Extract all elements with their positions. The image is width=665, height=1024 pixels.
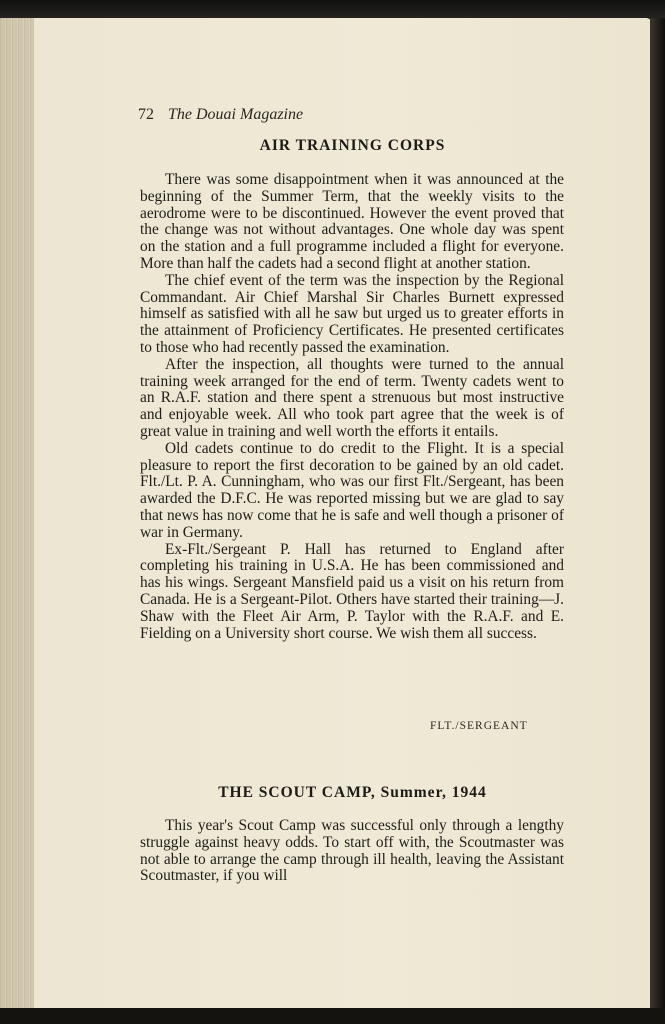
article-signature: FLT./SERGEANT xyxy=(430,720,528,732)
paragraph: There was some disappointment when it was announced at the beginning of the Summer Term, that the weekly visits to the aerodrome were to be discontinued. However the event proved that the change was not without advantages. One whole day was spent on the station and a full programme included a flight for everyone. More than half the cadets had a second flight at another station. xyxy=(140,171,564,272)
article-body-scout-camp xyxy=(140,818,564,885)
book-bottom-shadow xyxy=(0,1008,665,1024)
paragraph: Old cadets continue to do credit to the Flight. It is a special pleasure to report the first decoration to be gained by an old cadet. Flt./Lt. P. A. Cunningham, who was our first Flt./Sergeant, has been awarded the D.F.C. He was reported missing but we are glad to say that news has now come that he is safe and well though a prisoner of war in Germany. xyxy=(140,439,564,541)
paragraph: After the inspection, all thoughts were turned to the annual training week arranged for the end of term. Twenty cadets went to an R.A.F. station and there spent a strenuous but most instructive and enjoyable week. All who took part agree that the week is of great value in training and well worth the efforts it entails. xyxy=(140,355,564,440)
paragraph: The chief event of the term was the inspection by the Regional Commandant. Air Chief Marshal Sir Charles Burnett expressed himself as satisfied with all he saw but urged us to greater efforts in the attainment of Proficiency Certificates. He presented certificates to those who had recently passed the examination. xyxy=(140,271,564,356)
paragraph: This year's Scout Camp was successful only through a lengthy struggle against heavy odds. To start off with, the Scoutmaster was not able to arrange the camp through ill health, leaving the Assistant Scoutmaster, if you will xyxy=(140,817,564,885)
book-gutter xyxy=(0,18,34,1010)
running-head xyxy=(138,106,303,124)
magazine-title: The Douai Magazine xyxy=(168,106,304,123)
article-body-air-training-corps xyxy=(140,172,564,642)
paragraph: Ex-Flt./Sergeant P. Hall has returned to England after completing his training in U.S.A. He has been commissioned and has his wings. Sergeant Mansfield paid us a visit on his return from Canada. He is a Sergeant-Pilot. Others have started their training—J. Shaw with the Fleet Air Arm, P. Taylor with the R.A.F. and E. Fielding on a University short course. We wish them all success. xyxy=(140,540,564,642)
article-title-air-training-corps: AIR TRAINING CORPS xyxy=(259,137,446,154)
book-right-edge xyxy=(650,18,665,1010)
article-title-scout-camp: THE SCOUT CAMP, Summer, 1944 xyxy=(218,784,487,801)
page-number: 72 xyxy=(138,106,154,123)
